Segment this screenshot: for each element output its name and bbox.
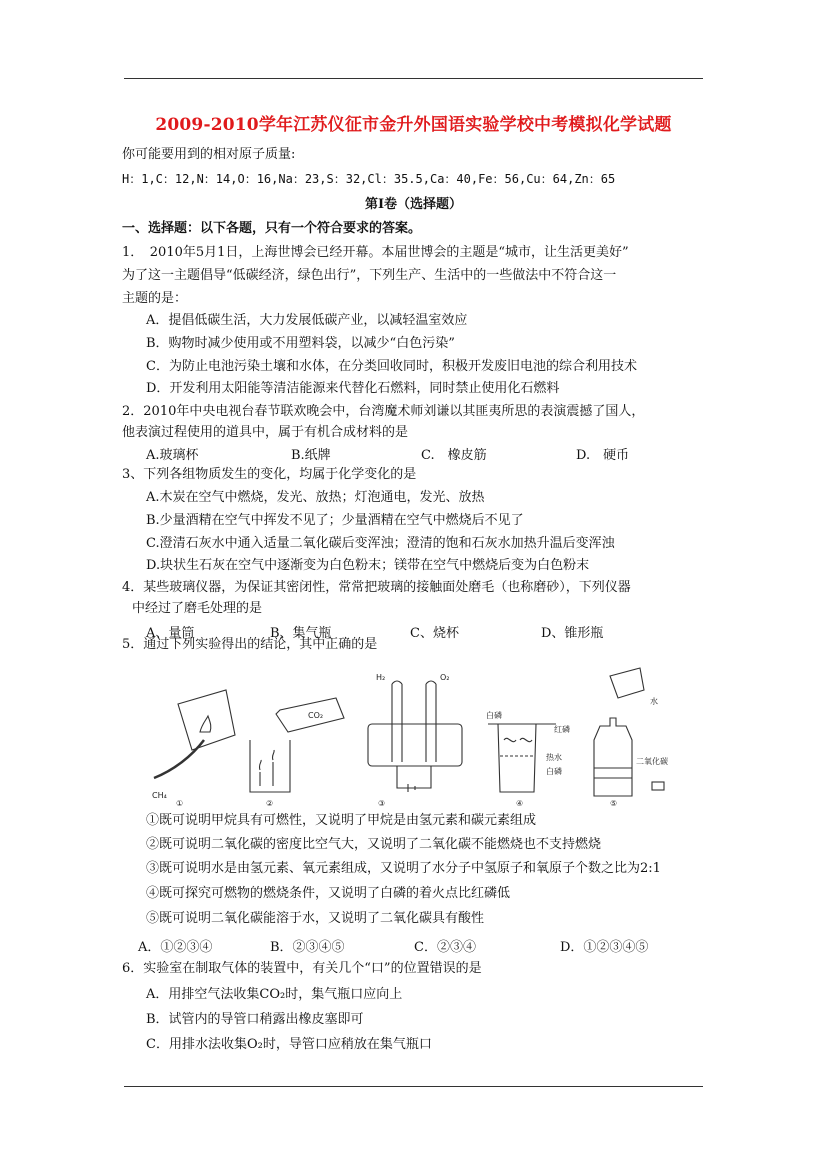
q5-statement-5: ⑤既可说明二氧化碳能溶于水，又说明了二氧化碳具有酸性	[146, 911, 485, 926]
label-red-phosphorus: 红磷	[554, 725, 570, 734]
q2-stem-line1: 2．2010年中央电视台春节联欢晚会中，台湾魔术师刘谦以其匪夷所思的表演震撼了国人，	[122, 404, 645, 419]
label-num-3: ③	[378, 799, 386, 806]
label-num-2: ②	[266, 799, 274, 806]
q2-option-b: B.纸牌	[291, 448, 331, 463]
footer-rule	[124, 1086, 703, 1087]
q5-statement-3: ③既可说明水是由氢元素、氧元素组成，又说明了水分子中氢原子和氧原子个数之比为2:1	[146, 861, 661, 876]
label-co2-cn: 二氧化碳	[636, 757, 668, 766]
q4-option-d: D、锥形瓶	[541, 626, 604, 641]
q2-options	[146, 444, 686, 463]
q5-options	[138, 936, 678, 955]
label-water: 水	[650, 697, 658, 706]
q4-stem-line2: 中经过了磨毛处理的是	[132, 601, 263, 616]
q2-option-c: C. 橡皮筋	[421, 448, 487, 463]
q5-option-d: D．①②③④⑤	[560, 940, 649, 955]
atomic-mass-list: H：1,C：12,N：14,O：16,Na：23,S：32,Cl：35.5,Ca：40,Fe：56,Cu：64,Zn：65	[122, 172, 616, 186]
label-co2: CO₂	[308, 711, 324, 720]
q3-option-d: D.块状生石灰在空气中逐渐变为白色粉末；镁带在空气中燃烧后变为白色粉末	[146, 558, 590, 573]
q3-option-a: A.木炭在空气中燃烧，发光、放热；灯泡通电，发光、放热	[146, 490, 485, 505]
q6-option-b: B．试管内的导管口稍露出橡皮塞即可	[146, 1012, 364, 1027]
q5-statement-2: ②既可说明二氧化碳的密度比空气大，又说明了二氧化碳不能燃烧也不支持燃烧	[146, 837, 602, 852]
header-rule	[124, 78, 703, 79]
q3-option-b: B.少量酒精在空气中挥发不见了；少量酒精在空气中燃烧后不见了	[146, 513, 524, 528]
part1-heading: 一、选择题：以下各题，只有一个符合要求的答案。	[122, 221, 422, 236]
label-white-phosphorus: 白磷	[486, 711, 502, 720]
experiment-3-electrolysis	[368, 681, 462, 792]
q5-option-a: A．①②③④	[138, 940, 213, 955]
q1-stem-line3: 主题的是：	[122, 291, 188, 306]
q6-option-c: C．用排水法收集O₂时，导管口应稍放在集气瓶口	[146, 1037, 432, 1052]
label-ch4: CH₄	[152, 791, 167, 800]
q2-option-a: A.玻璃杯	[146, 448, 199, 463]
q1-stem-line2: 为了这一主题倡导“低碳经济，绿色出行”，下列生产、生活中的一些做法中不符合这一	[122, 268, 617, 283]
label-white-phosphorus-2: 白磷	[546, 767, 562, 776]
q4-stem-line1: 4．某些玻璃仪器，为保证其密闭性，常常把玻璃的接触面处磨毛（也称磨砂），下列仪器	[122, 580, 631, 595]
label-o2: O₂	[440, 673, 450, 682]
q4-option-a: A、量筒	[146, 626, 195, 641]
label-num-1: ①	[176, 799, 184, 806]
q1-option-c: C．为防止电池污染土壤和水体，在分类回收同时，积极开发废旧电池的综合利用技术	[146, 359, 637, 374]
q2-stem-line2: 他表演过程使用的道具中，属于有机合成材料的是	[122, 425, 409, 440]
label-num-5: ⑤	[610, 799, 618, 806]
experiment-diagram	[140, 660, 680, 806]
q3-option-c: C.澄清石灰水中通入适量二氧化碳后变浑浊；澄清的饱和石灰水加热升温后变浑浊	[146, 536, 615, 551]
q5-option-b: B．②③④⑤	[270, 940, 345, 955]
q2-option-d: D. 硬币	[576, 448, 630, 463]
q5-statement-1: ①既可说明甲烷具有可燃性，又说明了甲烷是由氢元素和碳元素组成	[146, 813, 537, 828]
q6-stem: 6．实验室在制取气体的装置中，有关几个“口”的位置错误的是	[122, 961, 482, 976]
q5-experiment-figure	[140, 660, 680, 806]
page-title: 2009-2010学年江苏仪征市金升外国语实验学校中考模拟化学试题	[155, 115, 672, 135]
q5-statement-4: ④既可探究可燃物的燃烧条件，又说明了白磷的着火点比红磷低	[146, 886, 511, 901]
q3-stem: 3、下列各组物质发生的变化，均属于化学变化的是	[122, 467, 417, 482]
q4-option-b: B、集气瓶	[270, 626, 332, 641]
experiment-2-co2-pour	[250, 698, 344, 792]
experiment-5-bottle	[594, 668, 664, 796]
label-num-4: ④	[516, 799, 524, 806]
q1-stem-line1: 1． 2010年5月1日，上海世博会已经开幕。本届世博会的主题是“城市，让生活更美好”	[122, 245, 629, 260]
q1-option-b: B．购物时减少使用或不用塑料袋，以减少“白色污染”	[146, 336, 455, 351]
q1-option-a: A．提倡低碳生活，大力发展低碳产业，以减轻温室效应	[146, 313, 468, 328]
section-title: 第Ⅰ卷（选择题）	[364, 197, 463, 212]
q5-stem: 5．通过下列实验得出的结论，其中正确的是	[122, 637, 378, 652]
label-hot-water: 热水	[546, 753, 562, 762]
atomic-mass-intro: 你可能要用到的相对原子质量:	[122, 147, 296, 162]
q4-option-c: C、烧杯	[410, 626, 459, 641]
label-h2: H₂	[376, 673, 386, 682]
q1-option-d: D．开发利用太阳能等清洁能源来代替化石燃料，同时禁止使用化石燃料	[146, 381, 560, 396]
q5-option-c: C．②③④	[414, 940, 476, 955]
experiment-1-methane	[154, 690, 235, 778]
q6-option-a: A．用排空气法收集CO₂时，集气瓶口应向上	[146, 987, 403, 1002]
